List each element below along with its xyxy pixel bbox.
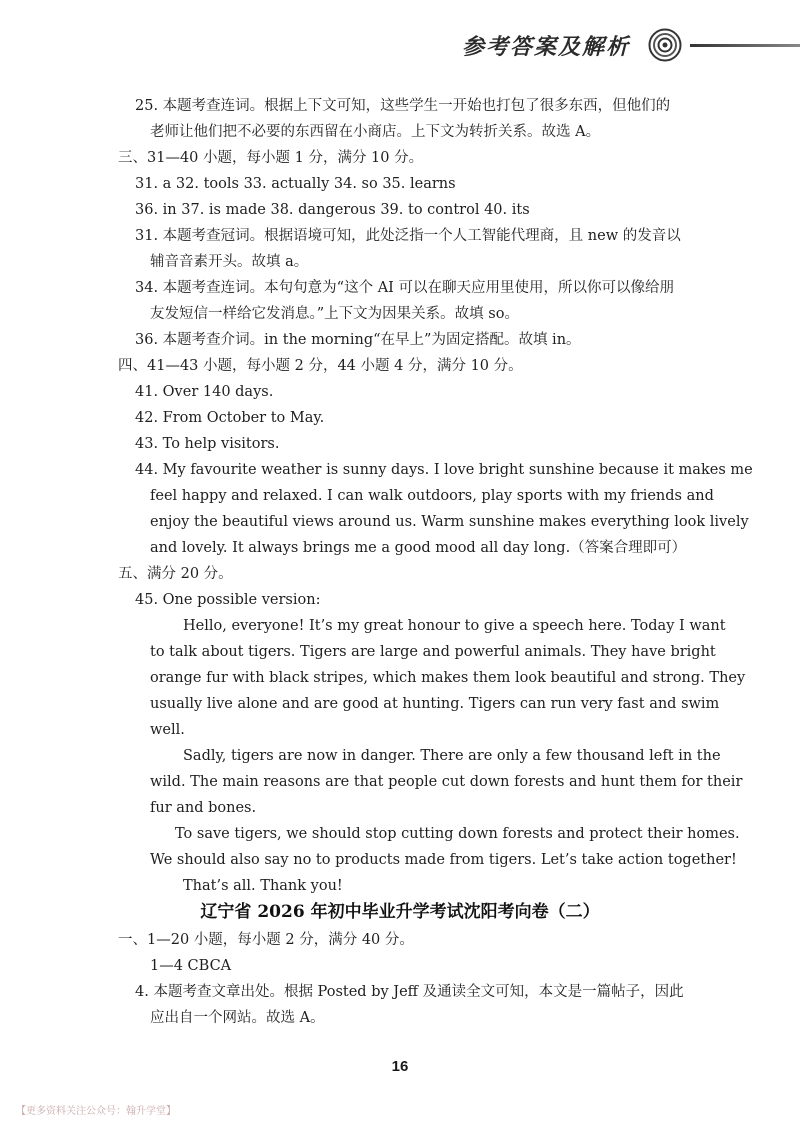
- spiral-emblem-icon: [648, 28, 682, 62]
- answer-line: 44. My favourite weather is sunny days. I love bright sunshine because it makes me: [135, 462, 753, 478]
- answer-line: 4. 本题考查文章出处。根据 Posted by Jeff 及通读全文可知，本文是一篇帖子，因此: [135, 984, 684, 1000]
- answer-line: and lovely. It always brings me a good mood all day long.（答案合理即可）: [150, 540, 687, 556]
- essay-line: to talk about tigers. Tigers are large and powerful animals. They have bright: [150, 644, 716, 660]
- essay-line: Sadly, tigers are now in danger. There are only a few thousand left in the: [183, 748, 721, 764]
- section-heading: 五、满分 20 分。: [118, 566, 233, 582]
- section-heading: 四、41—43 小题，每小题 2 分，44 小题 4 分，满分 10 分。: [118, 358, 523, 374]
- answer-line: 辅音音素开头。故填 a。: [150, 254, 309, 270]
- answer-line: 45. One possible version:: [135, 592, 321, 608]
- answer-line: 应出自一个网站。故选 A。: [150, 1010, 325, 1026]
- answer-line: 31. 本题考查冠词。根据语境可知，此处泛指一个人工智能代理商，且 new 的发音以: [135, 228, 681, 244]
- essay-line: wild. The main reasons are that people cut down forests and hunt them for their: [150, 774, 743, 790]
- answer-line: 42. From October to May.: [135, 410, 325, 426]
- header-divider-line: [690, 44, 800, 47]
- answer-line: 36. in 37. is made 38. dangerous 39. to control 40. its: [135, 202, 530, 218]
- answer-line: 34. 本题考查连词。本句句意为“这个 AI 可以在聊天应用里使用，所以你可以像给朋: [135, 280, 674, 296]
- essay-line: orange fur with black stripes, which makes them look beautiful and strong. They: [150, 670, 746, 686]
- essay-line: That’s all. Thank you!: [183, 878, 343, 894]
- section-heading: 三、31—40 小题，每小题 1 分，满分 10 分。: [118, 150, 424, 166]
- page-header: [0, 0, 800, 80]
- header-title: 参考答案及解析: [461, 34, 630, 60]
- essay-line: well.: [150, 722, 185, 738]
- answer-line: feel happy and relaxed. I can walk outdoors, play sports with my friends and: [150, 488, 714, 504]
- answer-line: 31. a 32. tools 33. actually 34. so 35. learns: [135, 176, 456, 192]
- essay-line: Hello, everyone! It’s my great honour to give a speech here. Today I want: [183, 618, 726, 634]
- section-heading: 一、1—20 小题，每小题 2 分，满分 40 分。: [118, 932, 414, 948]
- answer-line: 老师让他们把不必要的东西留在小商店。上下文为转折关系。故选 A。: [150, 124, 601, 140]
- answer-line: 41. Over 140 days.: [135, 384, 274, 400]
- answer-line: 1—4 CBCA: [150, 958, 232, 974]
- page-number: 16: [391, 1058, 409, 1075]
- answer-line: 36. 本题考查介词。in the morning“在早上”为固定搭配。故填 in。: [135, 332, 581, 348]
- answer-line: 友发短信一样给它发消息。”上下文为因果关系。故填 so。: [150, 306, 519, 322]
- essay-line: We should also say no to products made from tigers. Let’s take action together!: [150, 852, 737, 868]
- essay-line: To save tigers, we should stop cutting down forests and protect their homes.: [175, 826, 740, 842]
- essay-line: fur and bones.: [150, 800, 257, 816]
- exam-section-title: 辽宁省 2026 年初中毕业升学考试沈阳考向卷（二）: [200, 902, 600, 922]
- answer-line: 43. To help visitors.: [135, 436, 280, 452]
- answer-line: enjoy the beautiful views around us. Warm sunshine makes everything look lively: [150, 514, 749, 530]
- essay-line: usually live alone and are good at hunting. Tigers can run very fast and swim: [150, 696, 720, 712]
- footer-note: 【更多资料关注公众号：翰升学堂】: [16, 1106, 176, 1117]
- answer-line: 25. 本题考查连词。根据上下文可知，这些学生一开始也打包了很多东西，但他们的: [135, 98, 671, 114]
